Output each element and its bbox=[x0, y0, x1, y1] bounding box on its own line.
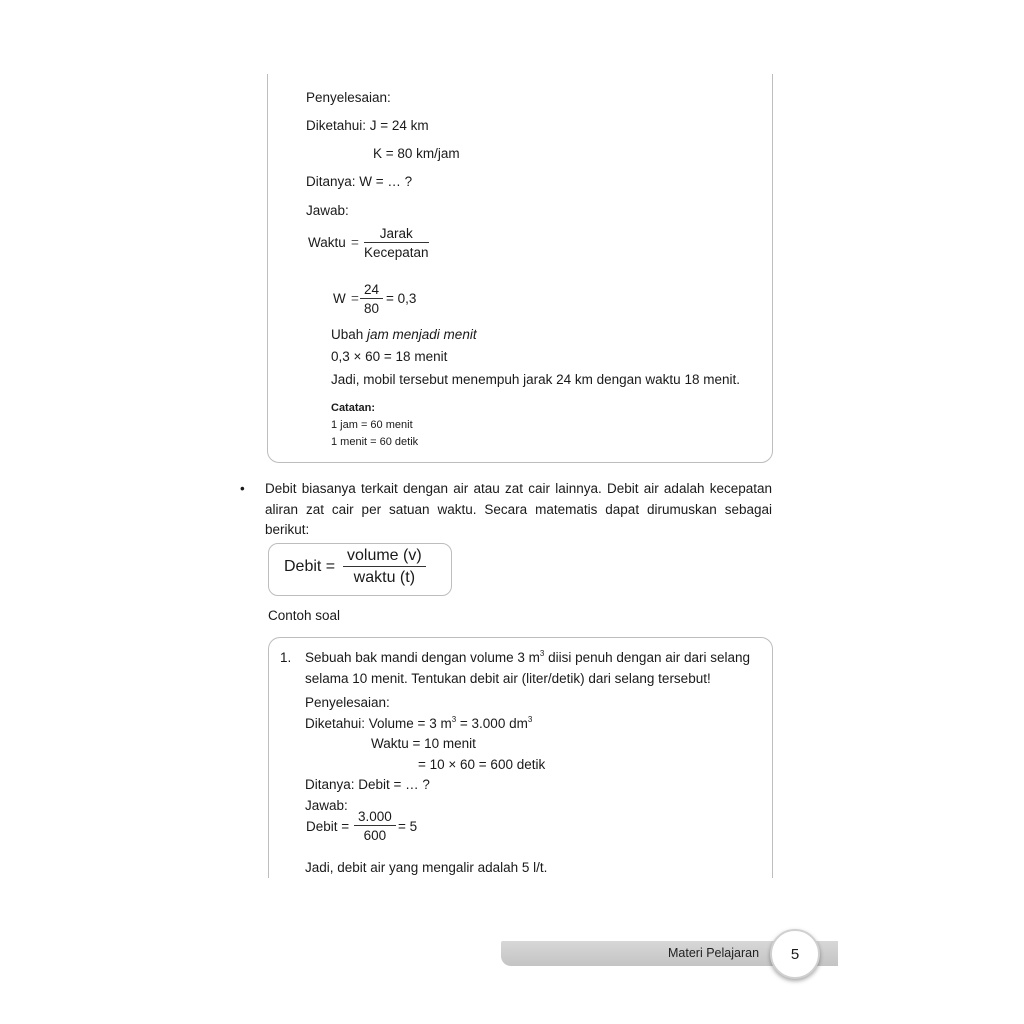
note-title: Catatan: bbox=[331, 402, 376, 414]
page-number: 5 bbox=[790, 945, 800, 963]
note-line-2: 1 menit = 60 detik bbox=[331, 436, 419, 448]
w-fraction-denominator: 80 bbox=[364, 301, 380, 316]
question-line-1-b: diisi penuh dengan air dari selang bbox=[544, 650, 751, 665]
debit-formula-numerator: volume (v) bbox=[343, 547, 426, 567]
question-line-2: selama 10 menit. Tentukan debit air (liter/detik) dari selang tersebut! bbox=[305, 671, 711, 686]
debit-calc-label: Debit = bbox=[306, 819, 350, 834]
answer-heading: Jawab: bbox=[306, 203, 349, 218]
example-number: 1. bbox=[280, 650, 292, 665]
answer-heading-1: Jawab: bbox=[305, 798, 348, 813]
solution-heading-1: Penyelesaian: bbox=[305, 695, 390, 710]
known-speed: K = 80 km/jam bbox=[373, 146, 460, 161]
question-line-1-sup: 3 bbox=[539, 649, 545, 658]
note-line-1: 1 jam = 60 menit bbox=[331, 419, 413, 431]
debit-paragraph-line-1: Debit biasanya terkait dengan air atau zat cair lainnya. Debit air adalah kecepatan bbox=[265, 481, 772, 496]
debit-calc-fraction bbox=[354, 809, 396, 843]
footer-label: Materi Pelajaran bbox=[668, 946, 760, 960]
asked-debit: Ditanya: Debit = … ? bbox=[305, 777, 430, 792]
convert-note-italic: jam menjadi menit bbox=[367, 327, 477, 342]
w-formula-label: W bbox=[333, 291, 346, 306]
time-fraction-numerator: Jarak bbox=[364, 226, 429, 243]
w-fraction-numerator: 24 bbox=[360, 282, 383, 299]
convert-note bbox=[331, 327, 477, 342]
debit-formula-denominator: waktu (t) bbox=[353, 569, 416, 586]
w-formula-result: = 0,3 bbox=[386, 291, 417, 306]
known-volume-a: Diketahui: Volume = 3 m bbox=[305, 716, 452, 731]
debit-paragraph-line-2: aliran zat cair per satuan waktu. Secara matematis dapat dirumuskan sebagai bbox=[265, 502, 772, 517]
conclusion-previous: Jadi, mobil tersebut menempuh jarak 24 km dengan waktu 18 menit. bbox=[331, 372, 740, 387]
time-fraction bbox=[360, 226, 433, 260]
known-volume-sup-2: 3 bbox=[527, 715, 533, 724]
convert-note-plain: Ubah bbox=[331, 327, 368, 342]
example-heading: Contoh soal bbox=[268, 608, 341, 623]
question-line-1 bbox=[305, 650, 750, 665]
known-volume-sup-1: 3 bbox=[451, 715, 457, 724]
bullet-icon: • bbox=[240, 481, 245, 496]
debit-formula-fraction bbox=[343, 547, 426, 587]
solution-heading: Penyelesaian: bbox=[306, 90, 391, 105]
debit-calc-denominator: 600 bbox=[363, 828, 387, 843]
known-distance: Diketahui: J = 24 km bbox=[306, 118, 429, 133]
known-time: Waktu = 10 menit bbox=[371, 736, 476, 751]
time-fraction-denominator: Kecepatan bbox=[364, 245, 429, 260]
known-time-seconds: = 10 × 60 = 600 detik bbox=[418, 757, 546, 772]
question-line-1-a: Sebuah bak mandi dengan volume 3 m bbox=[305, 650, 540, 665]
debit-paragraph-line-3: berikut: bbox=[265, 522, 310, 537]
asked-time: Ditanya: W = … ? bbox=[306, 174, 413, 189]
known-volume bbox=[305, 716, 532, 731]
debit-formula-label: Debit = bbox=[284, 558, 336, 575]
conclusion-1: Jadi, debit air yang mengalir adalah 5 l/t. bbox=[305, 860, 548, 875]
w-formula-equals: = bbox=[351, 291, 359, 306]
time-formula-label: Waktu bbox=[308, 235, 346, 250]
debit-calc-result: = 5 bbox=[398, 819, 418, 834]
debit-calc-numerator: 3.000 bbox=[354, 809, 396, 826]
page-number-badge bbox=[770, 929, 820, 979]
time-formula-equals: = bbox=[351, 235, 359, 250]
conversion-calc: 0,3 × 60 = 18 menit bbox=[331, 349, 448, 364]
known-volume-b: = 3.000 dm bbox=[456, 716, 528, 731]
w-fraction bbox=[360, 282, 383, 316]
